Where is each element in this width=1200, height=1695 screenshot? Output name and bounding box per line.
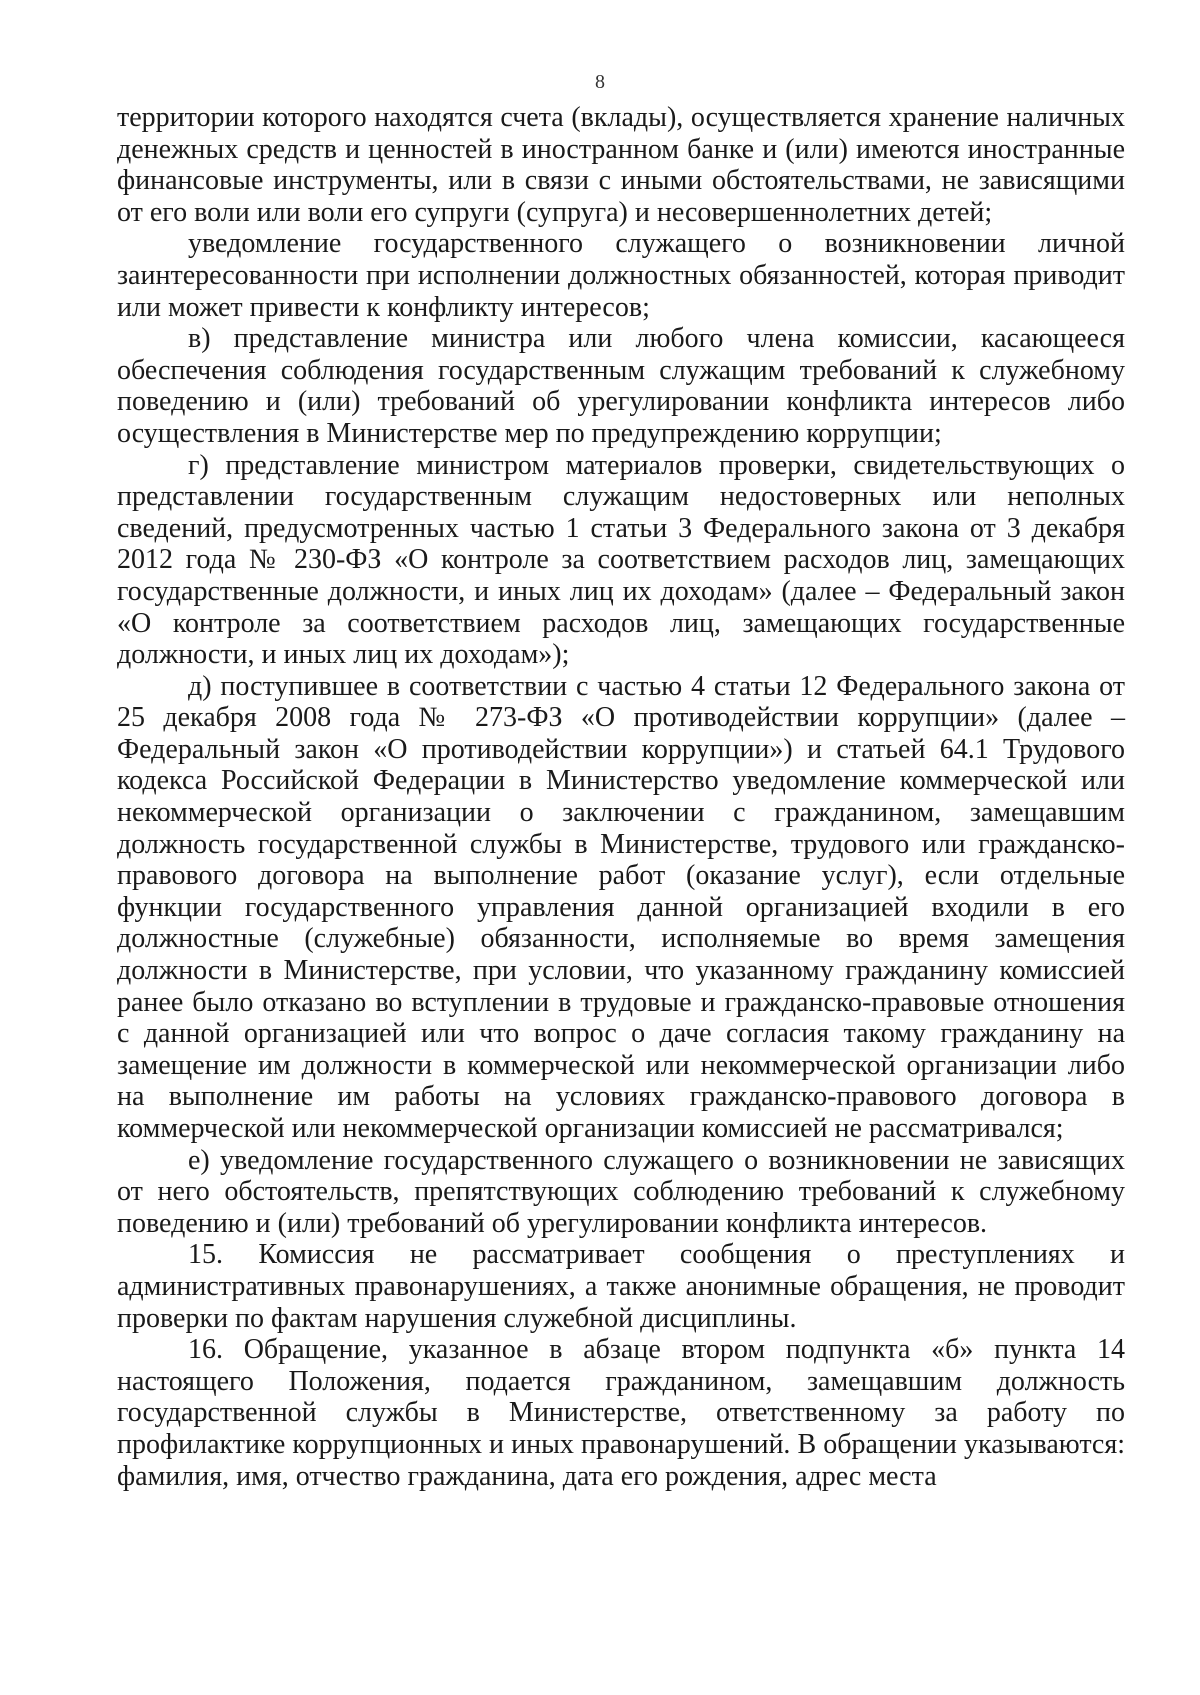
paragraph-section-16: 16. Обращение, указанное в абзаце втором подпункта «б» пункта 14 настоящего Положения, подается гражданином, замещавшим должность государственной службы в Министерстве, ответственному за работу по профилактике коррупционных и иных правонарушений. В обращении указываются: фамилия, имя, отчество гражданина, дата его рождения, адрес места [117,1334,1125,1492]
paragraph-section-15: 15. Комиссия не рассматривает сообщения о преступлениях и административных правонарушениях, а также анонимные обращения, не проводит проверки по фактам нарушения служебной дисциплины. [117,1239,1125,1334]
paragraph-item-g: г) представление министром материалов проверки, свидетельствующих о представлении государственным служащим недостоверных или неполных сведений, предусмотренных частью 1 статьи 3 Федерального закона от 3 декабря 2012 года № 230-ФЗ «О контроле за соответствием расходов лиц, замещающих государственные должности, и иных лиц их доходам» (далее – Федеральный закон «О контроле за соответствием расходов лиц, замещающих государственные должности, и иных лиц их доходам»); [117,449,1125,671]
paragraph-item-e: е) уведомление государственного служащего о возникновении не зависящих от него обстоятельств, препятствующих соблюдению требований к служебному поведению и (или) требований об урегулировании конфликта интересов. [117,1144,1125,1239]
page-number: 8 [595,71,605,93]
paragraph-notification-interest: уведомление государственного служащего о возникновении личной заинтересованности при исполнении должностных обязанностей, которая приводит или может привести к конфликту интересов; [117,228,1125,323]
paragraph-item-v: в) представление министра или любого члена комиссии, касающееся обеспечения соблюдения государственным служащим требований к служебному поведению и (или) требований об урегулировании конфликта интересов либо осуществления в Министерстве мер по предупреждению коррупции; [117,323,1125,449]
document-body [117,102,1125,1492]
paragraph-item-d: д) поступившее в соответствии с частью 4 статьи 12 Федерального закона от 25 декабря 2008 года № 273-ФЗ «О противодействии коррупции» (далее – Федеральный закон «О противодействии коррупции») и статьей 64.1 Трудового кодекса Российской Федерации в Министерство уведомление коммерческой или некоммерческой организации о заключении с гражданином, замещавшим должность государственной службы в Министерстве, трудового или гражданско-правового договора на выполнение работ (оказание услуг), если отдельные функции государственного управления данной организацией входили в его должностные (служебные) обязанности, исполняемые во время замещения должности в Министерстве, при условии, что указанному гражданину комиссией ранее было отказано во вступлении в трудовые и гражданско-правовые отношения с данной организацией или что вопрос о даче согласия такому гражданину на замещение им должности в коммерческой или некоммерческой организации либо на выполнение им работы на условиях гражданско-правового договора в коммерческой или некоммерческой организации комиссией не рассматривался; [117,670,1125,1144]
paragraph-continuation: территории которого находятся счета (вклады), осуществляется хранение наличных денежных средств и ценностей в иностранном банке и (или) имеются иностранные финансовые инструменты, или в связи с иными обстоятельствами, не зависящими от его воли или воли его супруги (супруга) и несовершеннолетних детей; [117,102,1125,228]
